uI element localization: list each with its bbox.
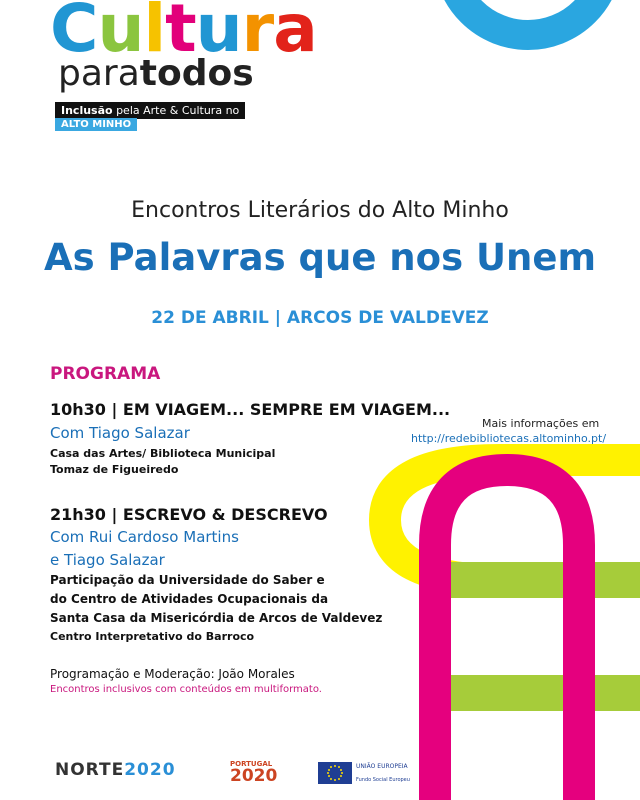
tagline-bold: Inclusão [61, 104, 113, 117]
magenta-arch-shape [435, 470, 579, 800]
blue-ring-shape [448, 0, 608, 35]
event-series-subtitle: Encontros Literários do Alto Minho [131, 198, 509, 223]
event2-partner-line3: Santa Casa da Misericórdia de Arcos de Valdevez [50, 611, 383, 625]
event2-speaker-line2: e Tiago Salazar [50, 551, 165, 569]
para-text: para [58, 53, 140, 94]
norte2020-logo [55, 760, 176, 780]
cultura-letter: u [195, 0, 242, 67]
tagline-banner [55, 102, 245, 119]
todos-text: todos [139, 53, 254, 94]
event-title: As Palavras que nos Unem [43, 236, 597, 279]
more-info-link[interactable]: http://redebibliotecas.altominho.pt/ [411, 432, 607, 445]
event2-venue: Centro Interpretativo do Barroco [50, 630, 255, 643]
green-bar-shape [420, 562, 640, 598]
moderation-credit: Programação e Moderação: João Morales [50, 667, 295, 681]
event-date-location: 22 DE ABRIL | ARCOS DE VALDEVEZ [151, 308, 489, 328]
event1-venue-line2: Tomaz de Figueiredo [50, 463, 179, 476]
green-bar-shape [420, 675, 640, 711]
norte-year: 2020 [124, 760, 176, 780]
event2-time: 21h30 | ESCREVO & DESCREVO [50, 505, 328, 524]
portugal2020-label: PORTUGAL [230, 760, 273, 768]
norte-text: NORTE [55, 760, 125, 780]
event2-partner-line1: Participação da Universidade do Saber e [50, 573, 325, 587]
eu-fund-label: Fundo Social Europeu [356, 777, 410, 783]
region-badge: ALTO MINHO [55, 118, 137, 131]
event2-speaker-line1: Com Rui Cardoso Martins [50, 528, 239, 546]
event2-partner-line2: do Centro de Atividades Ocupacionais da [50, 592, 329, 606]
eu-union-label: UNIÃO EUROPEIA [356, 763, 408, 770]
event1-speaker: Com Tiago Salazar [50, 424, 190, 442]
event1-venue-line1: Casa das Artes/ Biblioteca Municipal [50, 447, 276, 460]
cultura-letter: r [241, 0, 274, 67]
para-todos-logo [58, 53, 254, 94]
more-info-label: Mais informações em [482, 417, 600, 430]
eu-stars-icon [318, 762, 352, 784]
program-heading: PROGRAMA [50, 364, 161, 384]
cultura-letter: C [50, 0, 98, 67]
eu-flag-icon [318, 762, 352, 784]
inclusive-note: Encontros inclusivos com conteúdos em multiformato. [50, 684, 322, 695]
cultura-letter: l [143, 0, 166, 67]
event1-time: 10h30 | EM VIAGEM... SEMPRE EM VIAGEM... [50, 400, 451, 419]
cultura-letter: t [165, 0, 196, 67]
portugal2020-year: 2020 [230, 766, 278, 786]
tagline-rest: pela Arte & Cultura no [112, 104, 240, 117]
cultura-letter: u [97, 0, 144, 67]
cultura-letter: a [273, 0, 317, 67]
